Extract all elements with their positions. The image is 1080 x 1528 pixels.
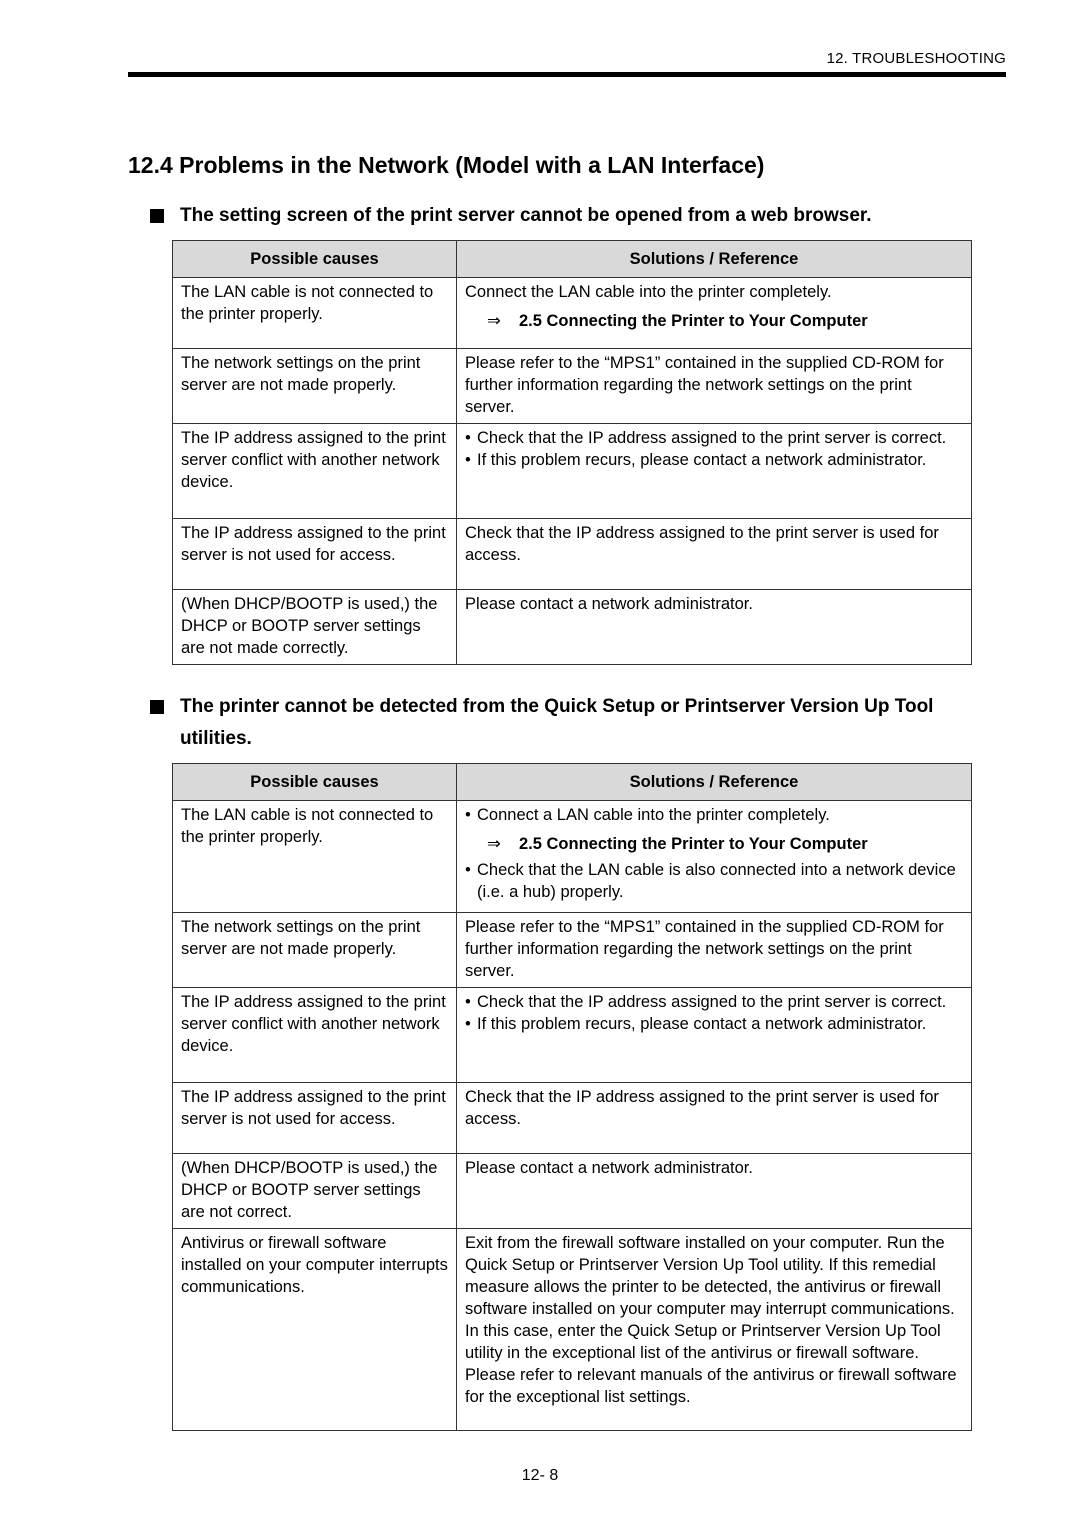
right-double-arrow-icon: ⇒ <box>487 834 501 853</box>
cause-text: The IP address assigned to the print server is not used for access. <box>181 524 446 564</box>
table-row <box>173 519 972 590</box>
table-row <box>173 1229 972 1431</box>
solution-cell <box>457 278 972 349</box>
solution-text: Please contact a network administrator. <box>465 1159 753 1177</box>
cause-text: The LAN cable is not connected to the printer properly. <box>181 806 434 846</box>
solution-text: Exit from the firewall software installed on your computer. Run the Quick Setup or Printserver Version Up Tool utility. If this remedial measure allows the printer to be detected, the antivirus or firewall software installed on your computer may interrupt communications. In this case, enter the Quick Setup or Printserver Version Up Tool utility in the exceptional list of the antivirus or firewall software. <box>465 1234 955 1362</box>
problem-heading-quick-setup <box>150 691 1008 755</box>
table-header-row <box>173 241 972 278</box>
cause-cell <box>173 590 457 665</box>
table-row <box>173 801 972 913</box>
reference-link[interactable] <box>465 310 963 332</box>
solution-cell <box>457 913 972 988</box>
square-bullet-icon <box>150 700 164 714</box>
cause-text: The IP address assigned to the print server is not used for access. <box>181 1088 446 1128</box>
column-header-causes: Possible causes <box>173 764 457 801</box>
cause-text: The LAN cable is not connected to the printer properly. <box>181 283 434 323</box>
cause-cell <box>173 519 457 590</box>
solution-cell <box>457 590 972 665</box>
square-bullet-icon <box>150 209 164 223</box>
solution-cell <box>457 988 972 1083</box>
cause-text: The IP address assigned to the print server conflict with another network device. <box>181 993 446 1055</box>
solution-text: Please refer to the “MPS1” contained in the supplied CD-ROM for further information regarding the network settings on the print server. <box>465 354 944 416</box>
column-header-solutions: Solutions / Reference <box>457 764 972 801</box>
column-header-solutions: Solutions / Reference <box>457 241 972 278</box>
cause-text: (When DHCP/BOOTP is used,) the DHCP or BOOTP server settings are not made correctly. <box>181 595 438 657</box>
reference-link[interactable] <box>465 833 963 855</box>
cause-cell <box>173 1154 457 1229</box>
table-row <box>173 278 972 349</box>
reference-text: 2.5 Connecting the Printer to Your Computer <box>519 312 868 330</box>
table-row <box>173 424 972 519</box>
table-row <box>173 988 972 1083</box>
page-number: 12- 8 <box>521 1467 559 1484</box>
right-double-arrow-icon: ⇒ <box>487 311 501 330</box>
troubleshooting-table-quick-setup <box>172 763 972 1431</box>
cause-cell <box>173 913 457 988</box>
solution-cell <box>457 1229 972 1431</box>
problem-heading-text: The setting screen of the print server cannot be opened from a web browser. <box>180 205 872 226</box>
header-rule <box>128 72 1006 77</box>
solution-cell <box>457 519 972 590</box>
column-header-causes: Possible causes <box>173 241 457 278</box>
troubleshooting-table-web-browser <box>172 240 972 665</box>
solution-bullet: • Check that the LAN cable is also connected into a network device (i.e. a hub) properly. <box>465 859 963 903</box>
reference-text: 2.5 Connecting the Printer to Your Computer <box>519 835 868 853</box>
solution-text: Please refer to the “MPS1” contained in the supplied CD-ROM for further information regarding the network settings on the print server. <box>465 918 944 980</box>
problem-heading-web-browser <box>150 200 1010 232</box>
problem-heading-text: The printer cannot be detected from the Quick Setup or Printserver Version Up Tool utilities. <box>180 696 934 749</box>
cause-text: Antivirus or firewall software installed on your computer interrupts communications. <box>181 1234 448 1296</box>
table-row <box>173 913 972 988</box>
solution-bullet: • Connect a LAN cable into the printer completely. <box>465 804 963 826</box>
solution-cell <box>457 424 972 519</box>
running-head: 12. TROUBLESHOOTING <box>826 50 1006 67</box>
solution-bullet: • If this problem recurs, please contact a network administrator. <box>465 449 963 471</box>
cause-cell <box>173 278 457 349</box>
cause-text: (When DHCP/BOOTP is used,) the DHCP or BOOTP server settings are not correct. <box>181 1159 438 1221</box>
solution-cell <box>457 349 972 424</box>
cause-cell <box>173 988 457 1083</box>
table-header-row <box>173 764 972 801</box>
cause-cell <box>173 801 457 913</box>
solution-cell <box>457 801 972 913</box>
cause-cell <box>173 424 457 519</box>
table-row <box>173 590 972 665</box>
cause-text: The network settings on the print server are not made properly. <box>181 354 421 394</box>
table-row <box>173 349 972 424</box>
cause-text: The network settings on the print server are not made properly. <box>181 918 421 958</box>
cause-text: The IP address assigned to the print server conflict with another network device. <box>181 429 446 491</box>
table-row <box>173 1154 972 1229</box>
solution-text: Please contact a network administrator. <box>465 595 753 613</box>
solution-cell <box>457 1083 972 1154</box>
solution-bullet: • Check that the IP address assigned to the print server is correct. <box>465 991 963 1013</box>
cause-cell <box>173 349 457 424</box>
solution-text: Please refer to relevant manuals of the antivirus or firewall software for the exceptional list settings. <box>465 1366 957 1406</box>
solution-text: Check that the IP address assigned to the print server is used for access. <box>465 524 939 564</box>
section-title: 12.4 Problems in the Network (Model with a LAN Interface) <box>128 152 765 178</box>
cause-cell <box>173 1083 457 1154</box>
solution-text: Connect the LAN cable into the printer completely. <box>465 283 832 301</box>
solution-bullet: • Check that the IP address assigned to the print server is correct. <box>465 427 963 449</box>
table-row <box>173 1083 972 1154</box>
solution-cell <box>457 1154 972 1229</box>
solution-text: Check that the IP address assigned to the print server is used for access. <box>465 1088 939 1128</box>
cause-cell <box>173 1229 457 1431</box>
solution-bullet: • If this problem recurs, please contact a network administrator. <box>465 1013 963 1035</box>
